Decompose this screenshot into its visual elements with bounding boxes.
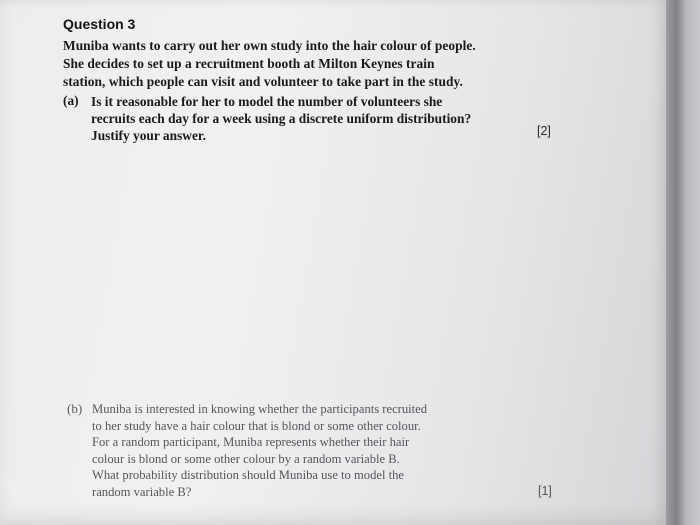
part-b-line: colour is blond or some other colour by a random variable B. bbox=[92, 451, 400, 466]
part-a-label: (a) bbox=[63, 93, 79, 108]
part-b-question bbox=[92, 401, 512, 501]
intro-line: Muniba wants to carry out her own study into the hair colour of people. bbox=[63, 38, 476, 53]
part-b-line: to her study have a hair colour that is blond or some other colour. bbox=[92, 418, 421, 433]
question-heading: Question 3 bbox=[63, 16, 136, 32]
part-a-line: recruits each day for a week using a discrete uniform distribution? bbox=[91, 111, 472, 126]
part-a-line: Is it reasonable for her to model the number of volunteers she bbox=[91, 94, 443, 109]
question-intro bbox=[63, 37, 533, 91]
background-edge bbox=[666, 0, 700, 525]
part-b-line: What probability distribution should Muniba use to model the bbox=[92, 468, 405, 483]
part-a-question bbox=[91, 93, 511, 144]
part-a-line: Justify your answer. bbox=[91, 128, 206, 143]
part-b-line: Muniba is interested in knowing whether the participants recruited bbox=[92, 402, 428, 416]
intro-line: She decides to set up a recruitment booth at Milton Keynes train bbox=[63, 56, 435, 71]
part-b-line: random variable B? bbox=[92, 484, 192, 499]
part-b-label: (b) bbox=[67, 401, 83, 416]
part-a-marks: [2] bbox=[537, 124, 551, 138]
part-b-marks: [1] bbox=[538, 484, 552, 498]
part-b-line: For a random participant, Muniba represents whether their hair bbox=[92, 435, 410, 450]
intro-line: station, which people can visit and volunteer to take part in the study. bbox=[63, 74, 463, 89]
